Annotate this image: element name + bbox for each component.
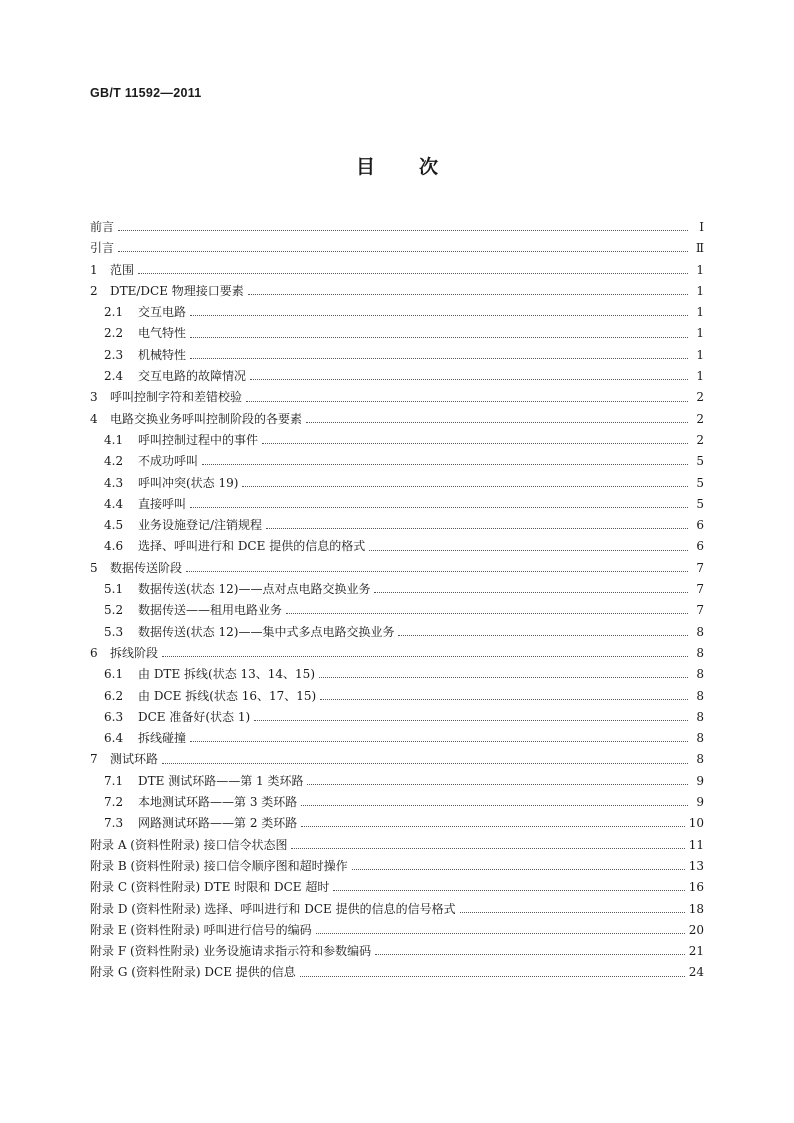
toc-entry[interactable]	[90, 281, 704, 302]
toc-entry-label: 网路测试环路——第 2 类环路	[138, 816, 298, 831]
toc-leader-dots	[248, 294, 688, 295]
toc-entry-page: 1	[696, 305, 704, 320]
toc-leader-dots	[352, 869, 685, 870]
toc-entry-label: 拆线碰撞	[138, 731, 187, 746]
toc-leader-dots	[242, 486, 688, 487]
toc-entry-number: 2.1	[104, 305, 124, 320]
document-code: GB/T 11592—2011	[90, 86, 202, 100]
toc-entry[interactable]	[90, 856, 704, 877]
toc-entry[interactable]	[90, 707, 704, 728]
toc-entry-label: 前言	[90, 220, 115, 234]
toc-entry-page: 6	[696, 539, 704, 554]
toc-leader-dots	[138, 273, 688, 274]
toc-entry[interactable]	[90, 664, 704, 685]
toc-entry-number: 2.3	[104, 347, 124, 362]
toc-entry-number: 4.6	[104, 539, 124, 554]
toc-entry-page: 1	[696, 347, 704, 362]
title-char-1: 目	[355, 156, 375, 178]
toc-entry-label: 不成功呼叫	[138, 454, 199, 469]
toc-entry-page: 8	[696, 688, 704, 703]
toc-entry-label: 由 DTE 拆线(状态 13、14、15)	[138, 667, 316, 682]
toc-entry-label: 本地测试环路——第 3 类环路	[138, 795, 298, 810]
toc-entry[interactable]	[90, 515, 704, 536]
toc-entry-page: 1	[696, 326, 704, 341]
toc-entry-label: 范围	[110, 262, 135, 277]
toc-entry-label: DCE 准备好(状态 1)	[138, 709, 251, 724]
toc-entry-page: 9	[696, 773, 704, 788]
toc-leader-dots	[398, 635, 688, 636]
toc-entry-page: 24	[688, 965, 704, 980]
toc-entry-label: 附录 D (资料性附录) 选择、呼叫进行和 DCE 提供的信息的信号格式	[90, 901, 456, 916]
toc-entry-number: 6.1	[104, 667, 124, 682]
toc-entry[interactable]	[90, 899, 704, 920]
toc-leader-dots	[374, 592, 688, 593]
toc-leader-dots	[301, 805, 688, 806]
toc-leader-dots	[190, 337, 688, 338]
toc-entry-page: 1	[696, 369, 704, 384]
toc-entry-number: 6.4	[104, 731, 124, 746]
toc-entry[interactable]	[90, 451, 704, 472]
toc-leader-dots	[286, 613, 688, 614]
toc-entry-page: 8	[696, 645, 704, 660]
toc-entry-label: 附录 F (资料性附录) 业务设施请求指示符和参数编码	[90, 944, 372, 959]
toc-leader-dots	[291, 848, 684, 849]
toc-entry-number: 2.2	[104, 326, 124, 341]
toc-entry[interactable]	[90, 387, 704, 408]
toc-entry-label: 附录 G (资料性附录) DCE 提供的信息	[90, 965, 296, 980]
toc-entry-page: 6	[696, 518, 704, 533]
toc-entry[interactable]	[90, 345, 704, 366]
toc-entry[interactable]	[90, 622, 704, 643]
toc-entry-label: 引言	[90, 241, 115, 256]
toc-leader-dots	[254, 720, 688, 721]
toc-leader-dots	[266, 528, 688, 529]
toc-entry-number: 6	[90, 645, 98, 660]
toc-leader-dots	[186, 571, 688, 572]
toc-entry-page: 7	[696, 582, 704, 597]
toc-entry-number: 4.4	[104, 496, 124, 511]
toc-entry[interactable]	[90, 835, 704, 856]
toc-entry[interactable]	[90, 686, 704, 707]
toc-leader-dots	[333, 890, 684, 891]
title-char-2: 次	[419, 156, 439, 178]
toc-entry-number: 4.5	[104, 518, 124, 533]
toc-entry-page: 7	[696, 603, 704, 618]
toc-entry[interactable]	[90, 771, 704, 792]
toc-entry[interactable]	[90, 920, 704, 941]
toc-entry-page: 5	[696, 454, 704, 469]
toc-entry-label: 机械特性	[138, 347, 187, 362]
toc-leader-dots	[320, 699, 688, 700]
toc-entry[interactable]	[90, 409, 704, 430]
toc-entry[interactable]	[90, 238, 704, 259]
toc-entry-page: 5	[696, 496, 704, 511]
toc-leader-dots	[307, 784, 688, 785]
toc-leader-dots	[190, 741, 688, 742]
toc-entry-number: 5.2	[104, 603, 124, 618]
toc-leader-dots	[316, 933, 685, 934]
toc-entry-number: 4.3	[104, 475, 124, 490]
toc-entry-page: 8	[696, 752, 704, 767]
toc-entry-page: 8	[696, 709, 704, 724]
toc-entry-number: 7.3	[104, 816, 124, 831]
toc-entry-label: 交互电路	[138, 305, 187, 320]
toc-leader-dots	[262, 443, 688, 444]
toc-entry-label: 直接呼叫	[138, 496, 187, 511]
toc-entry[interactable]	[90, 260, 704, 281]
toc-entry-number: 4.2	[104, 454, 124, 469]
toc-entry-number: 7	[90, 752, 98, 767]
toc-entry[interactable]	[90, 323, 704, 344]
toc-leader-dots	[118, 230, 688, 231]
toc-leader-dots	[250, 379, 688, 380]
toc-entry-page: 9	[696, 795, 704, 810]
toc-entry-page: 20	[688, 922, 704, 937]
toc-entry[interactable]	[90, 366, 704, 387]
toc-entry[interactable]	[90, 749, 704, 770]
toc-entry[interactable]	[90, 877, 704, 898]
toc-leader-dots	[162, 763, 688, 764]
toc-leader-dots	[369, 550, 688, 551]
toc-entry-page: 5	[696, 475, 704, 490]
toc-entry-label: 电气特性	[138, 326, 187, 341]
toc-leader-dots	[190, 358, 688, 359]
toc-entry-page: 7	[696, 560, 704, 575]
toc-entry[interactable]	[90, 302, 704, 323]
toc-entry-label: 数据传送——租用电路业务	[138, 603, 283, 618]
toc-leader-dots	[300, 976, 685, 977]
toc-entry-label: 呼叫控制字符和差错校验	[110, 390, 243, 405]
toc-leader-dots	[162, 656, 688, 657]
toc-entry[interactable]	[90, 962, 704, 983]
toc-entry[interactable]	[90, 536, 704, 557]
toc-entry-label: 呼叫冲突(状态 19)	[138, 475, 239, 490]
toc-entry-page: 21	[688, 944, 704, 959]
toc-entry-page: 13	[688, 858, 704, 873]
toc-entry-page: 16	[688, 880, 704, 895]
toc-leader-dots	[190, 507, 688, 508]
toc-entry-page: 10	[688, 816, 704, 831]
toc-entry-label: 呼叫控制过程中的事件	[138, 432, 259, 447]
toc-entry-page: 2	[696, 411, 704, 426]
toc-entry[interactable]	[90, 600, 704, 621]
toc-entry[interactable]	[90, 792, 704, 813]
toc-entry-label: 附录 E (资料性附录) 呼叫进行信号的编码	[90, 922, 312, 937]
toc-entry[interactable]	[90, 643, 704, 664]
toc-entry-label: 附录 B (资料性附录) 接口信令顺序图和超时操作	[90, 858, 348, 873]
toc-entry-number: 5	[90, 560, 98, 575]
toc-entry-number: 4.1	[104, 432, 124, 447]
toc-entry-number: 5.3	[104, 624, 124, 639]
toc-entry-page: 2	[696, 432, 704, 447]
toc-entry-number: 6.3	[104, 709, 124, 724]
toc-entry-label: 数据传送阶段	[110, 560, 183, 575]
toc-entry-page: 1	[696, 283, 704, 298]
toc-leader-dots	[246, 401, 688, 402]
toc-entry-label: 测试环路	[110, 752, 159, 767]
toc-entry-label: 数据传送(状态 12)——点对点电路交换业务	[138, 582, 371, 597]
toc-entry-number: 2	[90, 283, 98, 298]
toc-entry-number: 7.1	[104, 773, 124, 788]
table-of-contents	[90, 217, 704, 984]
toc-entry[interactable]	[90, 430, 704, 451]
toc-entry-page: 11	[688, 837, 704, 852]
toc-entry-number: 5.1	[104, 582, 124, 597]
toc-leader-dots	[301, 826, 684, 827]
toc-entry[interactable]	[90, 494, 704, 515]
toc-entry[interactable]	[90, 941, 704, 962]
toc-leader-dots	[460, 912, 685, 913]
toc-leader-dots	[306, 422, 688, 423]
toc-leader-dots	[202, 464, 688, 465]
toc-entry-page: 2	[696, 390, 704, 405]
toc-entry-number: 6.2	[104, 688, 124, 703]
toc-leader-dots	[375, 954, 685, 955]
toc-entry[interactable]	[90, 728, 704, 749]
toc-entry-number: 4	[90, 411, 98, 426]
toc-entry-label: 业务设施登记/注销规程	[138, 518, 263, 533]
toc-entry[interactable]	[90, 473, 704, 494]
toc-entry-page: 8	[696, 667, 704, 682]
toc-entry[interactable]	[90, 558, 704, 579]
toc-entry-label: 附录 A (资料性附录) 接口信令状态图	[90, 837, 288, 852]
toc-entry-label: 由 DCE 拆线(状态 16、17、15)	[138, 688, 317, 703]
page-title	[0, 152, 794, 179]
toc-entry-page: 8	[696, 731, 704, 746]
toc-entry-page: Ⅱ	[695, 241, 704, 256]
toc-entry-number: 2.4	[104, 369, 124, 384]
toc-entry-page: 18	[688, 901, 704, 916]
toc-entry-label: 拆线阶段	[110, 645, 159, 660]
toc-entry-number: 7.2	[104, 795, 124, 810]
toc-entry-label: 选择、呼叫进行和 DCE 提供的信息的格式	[138, 539, 366, 554]
toc-entry-label: 数据传送(状态 12)——集中式多点电路交换业务	[138, 624, 395, 639]
toc-entry-page: Ⅰ	[699, 220, 704, 234]
toc-entry[interactable]	[90, 217, 704, 238]
toc-entry[interactable]	[90, 813, 704, 834]
toc-entry-label: 附录 C (资料性附录) DTE 时限和 DCE 超时	[90, 880, 330, 895]
toc-entry-number: 1	[90, 262, 98, 277]
toc-entry[interactable]	[90, 579, 704, 600]
toc-entry-label: DTE 测试环路——第 1 类环路	[138, 773, 304, 788]
toc-entry-page: 8	[696, 624, 704, 639]
toc-leader-dots	[319, 677, 688, 678]
toc-entry-label: 交互电路的故障情况	[138, 369, 247, 384]
toc-entry-number: 3	[90, 390, 98, 405]
toc-entry-label: DTE/DCE 物理接口要素	[110, 283, 244, 298]
toc-leader-dots	[190, 315, 688, 316]
toc-entry-page: 1	[696, 262, 704, 277]
toc-entry-label: 电路交换业务呼叫控制阶段的各要素	[110, 411, 303, 426]
toc-leader-dots	[118, 251, 688, 252]
